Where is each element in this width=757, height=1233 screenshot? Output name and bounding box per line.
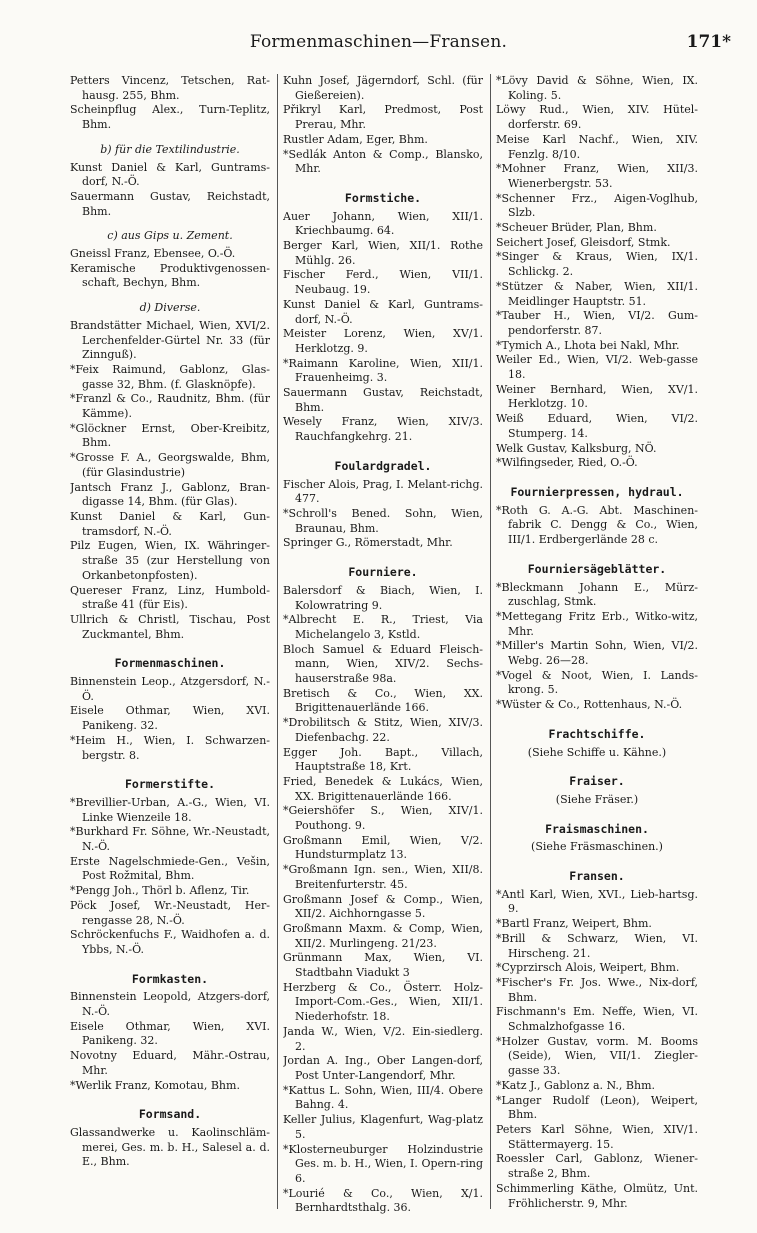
directory-entry: Brandstätter Michael, Wien, XVI/2. Lerchenfelder-Gürtel Nr. 33 (für Zinnguß). [70,318,270,362]
directory-entry: *Tymich A., Lhota bei Nakl, Mhr. [496,338,680,352]
directory-entry: Kunst Daniel & Karl, Gun-tramsdorf, N.-Ö. [70,509,270,538]
directory-entry: Fischer Alois, Prag, I. Melant-richg. 477. [283,477,483,506]
directory-entry: Janda W., Wien, V/2. Ein-siedlerg. 2. [283,1024,483,1053]
column-middle [283,74,483,1216]
directory-entry: Petters Vincenz, Tetschen, Rat-hausg. 255, Bhm. [70,74,270,102]
directory-entry: Novotny Eduard, Mähr.-Ostrau, Mhr. [70,1049,270,1077]
directory-entry: Keller Julius, Klagenfurt, Wag-platz 5. [283,1113,483,1141]
directory-entry: *Lövy David & Söhne, Wien, IX. Koling. 5. [496,74,698,102]
directory-entry: Binnenstein Leop., Atzgersdorf, N.-Ö. [70,675,270,703]
directory-entry: Grünmann Max, Wien, VI. Stadtbahn Viadukt 3 [283,951,483,980]
directory-entry: Přikryl Karl, Predmost, Post Prerau, Mhr. [283,103,483,132]
section-heading: Foulardgradel. [334,458,432,473]
directory-entry: *Bleckmann Johann E., Mürz-zuschlag, Stmk. [496,580,698,609]
directory-entry: Bretisch & Co., Wien, XX. Brigittenauerlände 166. [283,686,483,715]
cross-reference: (Siehe Fräsmaschinen.) [531,840,663,854]
directory-entry: *Miller's Martin Sohn, Wien, VI/2. Webg. 26—28. [496,639,698,668]
directory-entry: Großmann Emil, Wien, V/2. Hundsturmplatz 13. [283,833,483,862]
directory-entry: *Klosterneuburger Holzindustrie Ges. m. b. H., Wien, I. Opern-ring 6. [283,1142,483,1185]
page-number: 171* [686,32,731,52]
directory-entry: Ullrich & Christl, Tischau, Post Zuckmantel, Bhm. [70,612,270,641]
directory-entry: Berger Karl, Wien, XII/1. Rothe Mühlg. 26. [283,239,483,267]
directory-entry: *Wüster & Co., Rottenhaus, N.-Ö. [496,698,683,712]
directory-entry: *Drobilitsch & Stitz, Wien, XIV/3. Diefenbachg. 22. [283,716,483,744]
cross-reference: (Siehe Fräser.) [555,792,639,806]
section-heading: Fourniersägeblätter. [527,561,667,576]
directory-entry: Erste Nagelschmiede-Gen., Vešin, Post Rožmital, Bhm. [70,854,270,883]
directory-entry: *Glöckner Ernst, Ober-Kreibitz, Bhm. [70,421,270,450]
section-heading: Formsand. [138,1107,202,1122]
directory-entry: Scheinpflug Alex., Turn-Teplitz, Bhm. [70,103,270,132]
directory-entry: Fried, Benedek & Lukács, Wien, XX. Brigittenauerlände 166. [283,774,483,803]
directory-entry: Weiner Bernhard, Wien, XV/1. Herklotzg. 10. [496,382,698,411]
directory-entry: *Burkhard Fr. Söhne, Wr.-Neustadt, N.-Ö. [70,825,270,854]
directory-entry: Seichert Josef, Gleisdorf, Stmk. [496,235,671,249]
directory-entry: *Kattus L. Sohn, Wien, III/4. Obere Bahng. 4. [283,1083,483,1112]
directory-entry: Großmann Josef & Comp., Wien, XII/2. Aichhorngasse 5. [283,892,483,921]
section-heading: Formenmaschinen. [114,656,226,671]
directory-entry: *Heim H., Wien, I. Schwarzen-bergstr. 8. [70,733,270,762]
directory-entry: Schröckenfuchs F., Waidhofen a. d. Ybbs, N.-Ö. [70,928,270,956]
section-heading: Fraiser. [569,774,625,789]
directory-entry: Herzberg & Co., Österr. Holz-Import-Com.-Ges., Wien, XII/1. Niederhofstr. 18. [283,980,483,1024]
directory-entry: *Lourié & Co., Wien, X/1. Bernhardtsthalg. 36. [283,1186,483,1215]
subsection-heading: c) aus Gips u. Zement. [107,229,233,243]
directory-entry: Kunst Daniel & Karl, Guntrams-dorf, N.-Ö. [283,297,483,326]
directory-entry: *Großmann Ign. sen., Wien, XII/8. Breitenfurterstr. 45. [283,863,483,891]
section-heading: Frachtschiffe. [548,726,646,741]
directory-entry: *Franzl & Co., Raudnitz, Bhm. (für Kämme). [70,392,270,421]
directory-entry: Weiler Ed., Wien, VI/2. Web-gasse 18. [496,353,698,382]
directory-entry: *Pengg Joh., Thörl b. Aflenz, Tir. [70,884,250,898]
directory-entry: Fischer Ferd., Wien, VII/1. Neubaug. 19. [283,268,483,297]
directory-entry: Löwy Rud., Wien, XIV. Hütel-dorferstr. 69. [496,103,698,132]
directory-entry: *Fischer's Fr. Jos. Wwe., Nix-dorf, Bhm. [496,975,698,1004]
directory-entry: *Mettegang Fritz Erb., Witko-witz, Mhr. [496,609,698,638]
directory-entry: *Singer & Kraus, Wien, IX/1. Schlickg. 2. [496,250,698,279]
directory-entry: Weiß Eduard, Wien, VI/2. Stumperg. 14. [496,412,698,440]
column-divider [490,74,491,1209]
directory-entry: Jantsch Franz J., Gablonz, Bran-digasse 14, Bhm. (für Glas). [70,480,270,509]
section-heading: Fourniere. [348,565,418,580]
page-header [0,32,757,58]
directory-entry: Großmann Maxm. & Comp, Wien, XII/2. Murlingeng. 21/23. [283,921,483,950]
directory-entry: *Antl Karl, Wien, XVI., Lieb-hartsg. 9. [496,887,698,916]
directory-entry: Quereser Franz, Linz, Humbold-straße 41 (für Eis). [70,583,270,612]
directory-entry: Welk Gustav, Kalksburg, NÖ. [496,441,657,455]
directory-entry: Rustler Adam, Eger, Bhm. [283,132,428,146]
section-heading: Fransen. [569,869,625,884]
column-left [70,74,270,1170]
directory-entry: *Cyprzirsch Alois, Weipert, Bhm. [496,961,680,975]
directory-entry: Fischmann's Em. Neffe, Wien, VI. Schmalzhofgasse 16. [496,1005,698,1034]
directory-entry: Bloch Samuel & Eduard Fleisch-mann, Wien, XIV/2. Sechs-hauserstraße 98a. [283,642,483,686]
directory-entry: Sauermann Gustav, Reichstadt, Bhm. [283,386,483,414]
section-heading: Formstiche. [344,190,422,205]
directory-entry: Eisele Othmar, Wien, XVI. Panikeng. 32. [70,1019,270,1048]
directory-entry: Jordan A. Ing., Ober Langen-dorf, Post Unter-Langendorf, Mhr. [283,1054,483,1082]
directory-entry: *Vogel & Noot, Wien, I. Lands-krong. 5. [496,668,698,697]
subsection-heading: d) Diverse. [139,301,201,315]
directory-entry: *Holzer Gustav, vorm. M. Booms (Seide), Wien, VII/1. Ziegler-gasse 33. [496,1034,698,1078]
directory-entry: Pöck Josef, Wr.-Neustadt, Her-rengasse 28, N.-Ö. [70,898,270,927]
directory-entry: Meise Karl Nachf., Wien, XIV. Fenzlg. 8/10. [496,132,698,161]
directory-entry: Peters Karl Söhne, Wien, XIV/1. Stättermayerg. 15. [496,1123,698,1151]
directory-entry: *Stützer & Naber, Wien, XII/1. Meidlinger Hauptstr. 51. [496,279,698,308]
directory-entry: Kunst Daniel & Karl, Guntrams-dorf, N.-Ö. [70,160,270,189]
directory-entry: *Schroll's Bened. Sohn, Wien, Braunau, Bhm. [283,506,483,535]
section-heading: Fournierpressen, hydraul. [510,484,684,499]
directory-entry: Springer G., Römerstadt, Mhr. [283,536,453,550]
directory-entry: Auer Johann, Wien, XII/1. Kriechbaumg. 64. [283,209,483,238]
directory-entry: *Bartl Franz, Weipert, Bhm. [496,917,652,931]
cross-reference: (Siehe Schiffe u. Kähne.) [527,745,667,759]
directory-entry: *Katz J., Gablonz a. N., Bhm. [496,1078,655,1092]
directory-entry: *Feix Raimund, Gablonz, Glas-gasse 32, Bhm. (f. Glasknöpfe). [70,362,270,391]
directory-entry: *Mohner Franz, Wien, XII/3. Wienerbergstr. 53. [496,162,698,190]
directory-entry: *Schenner Frz., Aigen-Voglhub, Slzb. [496,191,698,220]
section-heading: Formkasten. [131,971,209,986]
directory-entry: *Albrecht E. R., Triest, Via Michelangelo 3, Kstld. [283,613,483,641]
directory-entry: Meister Lorenz, Wien, XV/1. Herklotzg. 9. [283,327,483,355]
directory-entry: Roessler Carl, Gablonz, Wiener-straße 2, Bhm. [496,1152,698,1181]
directory-entry: Eisele Othmar, Wien, XVI. Panikeng. 32. [70,704,270,733]
directory-entry: *Werlik Franz, Komotau, Bhm. [70,1078,240,1092]
directory-entry: Binnenstein Leopold, Atzgers-dorf, N.-Ö. [70,990,270,1019]
directory-entry: *Raimann Karoline, Wien, XII/1. Frauenheimg. 3. [283,356,483,385]
directory-entry: *Sedlák Anton & Comp., Blansko, Mhr. [283,147,483,176]
directory-entry: Glassandwerke u. Kaolinschläm-merei, Ges. m. b. H., Salesel a. d. E., Bhm. [70,1126,270,1169]
directory-entry: Balersdorf & Biach, Wien, I. Kolowratring 9. [283,583,483,612]
directory-entry: Kuhn Josef, Jägerndorf, Schl. (für Gießereien). [283,74,483,102]
section-heading: Fraismaschinen. [545,821,649,836]
subsection-heading: b) für die Textilindustrie. [100,142,240,156]
directory-entry: *Geiershöfer S., Wien, XIV/1. Pouthong. 9. [283,804,483,833]
directory-entry: *Brill & Schwarz, Wien, VI. Hirscheng. 21. [496,931,698,960]
section-heading: Formerstifte. [124,777,215,792]
directory-entry: *Brevillier-Urban, A.-G., Wien, VI. Linke Wienzeile 18. [70,795,270,824]
directory-entry: *Roth G. A.-G. Abt. Maschinen-fabrik C. Dengg & Co., Wien, III/1. Erdbergerlände 28 c. [496,503,698,547]
directory-entry: Sauermann Gustav, Reichstadt, Bhm. [70,189,270,218]
directory-entry: Egger Joh. Bapt., Villach, Hauptstraße 18, Krt. [283,745,483,774]
directory-entry: *Tauber H., Wien, VI/2. Gum-pendorferstr. 87. [496,309,698,337]
directory-entry: *Grosse F. A., Georgswalde, Bhm, (für Glasindustrie) [70,451,270,479]
column-divider [277,74,278,1209]
directory-entry: Gneissl Franz, Ebensee, O.-Ö. [70,247,236,261]
directory-entry: *Wilfingseder, Ried, O.-Ö. [496,456,638,470]
directory-entry: *Scheuer Brüder, Plan, Bhm. [496,221,657,235]
directory-entry: *Langer Rudolf (Leon), Weipert, Bhm. [496,1093,698,1122]
directory-entry: Wesely Franz, Wien, XIV/3. Rauchfangkehrg. 21. [283,415,483,444]
page-title: Formenmaschinen—Fransen. [249,32,508,52]
directory-entry: Pilz Eugen, Wien, IX. Währinger-straße 35 (zur Herstellung von Orkanbetonpfosten). [70,539,270,582]
directory-entry: Keramische Produktivgenossen-schaft, Bechyn, Bhm. [70,261,270,290]
directory-entry: Schimmerling Käthe, Olmütz, Unt. Fröhlicherstr. 9, Mhr. [496,1181,698,1210]
column-right [496,74,698,1211]
